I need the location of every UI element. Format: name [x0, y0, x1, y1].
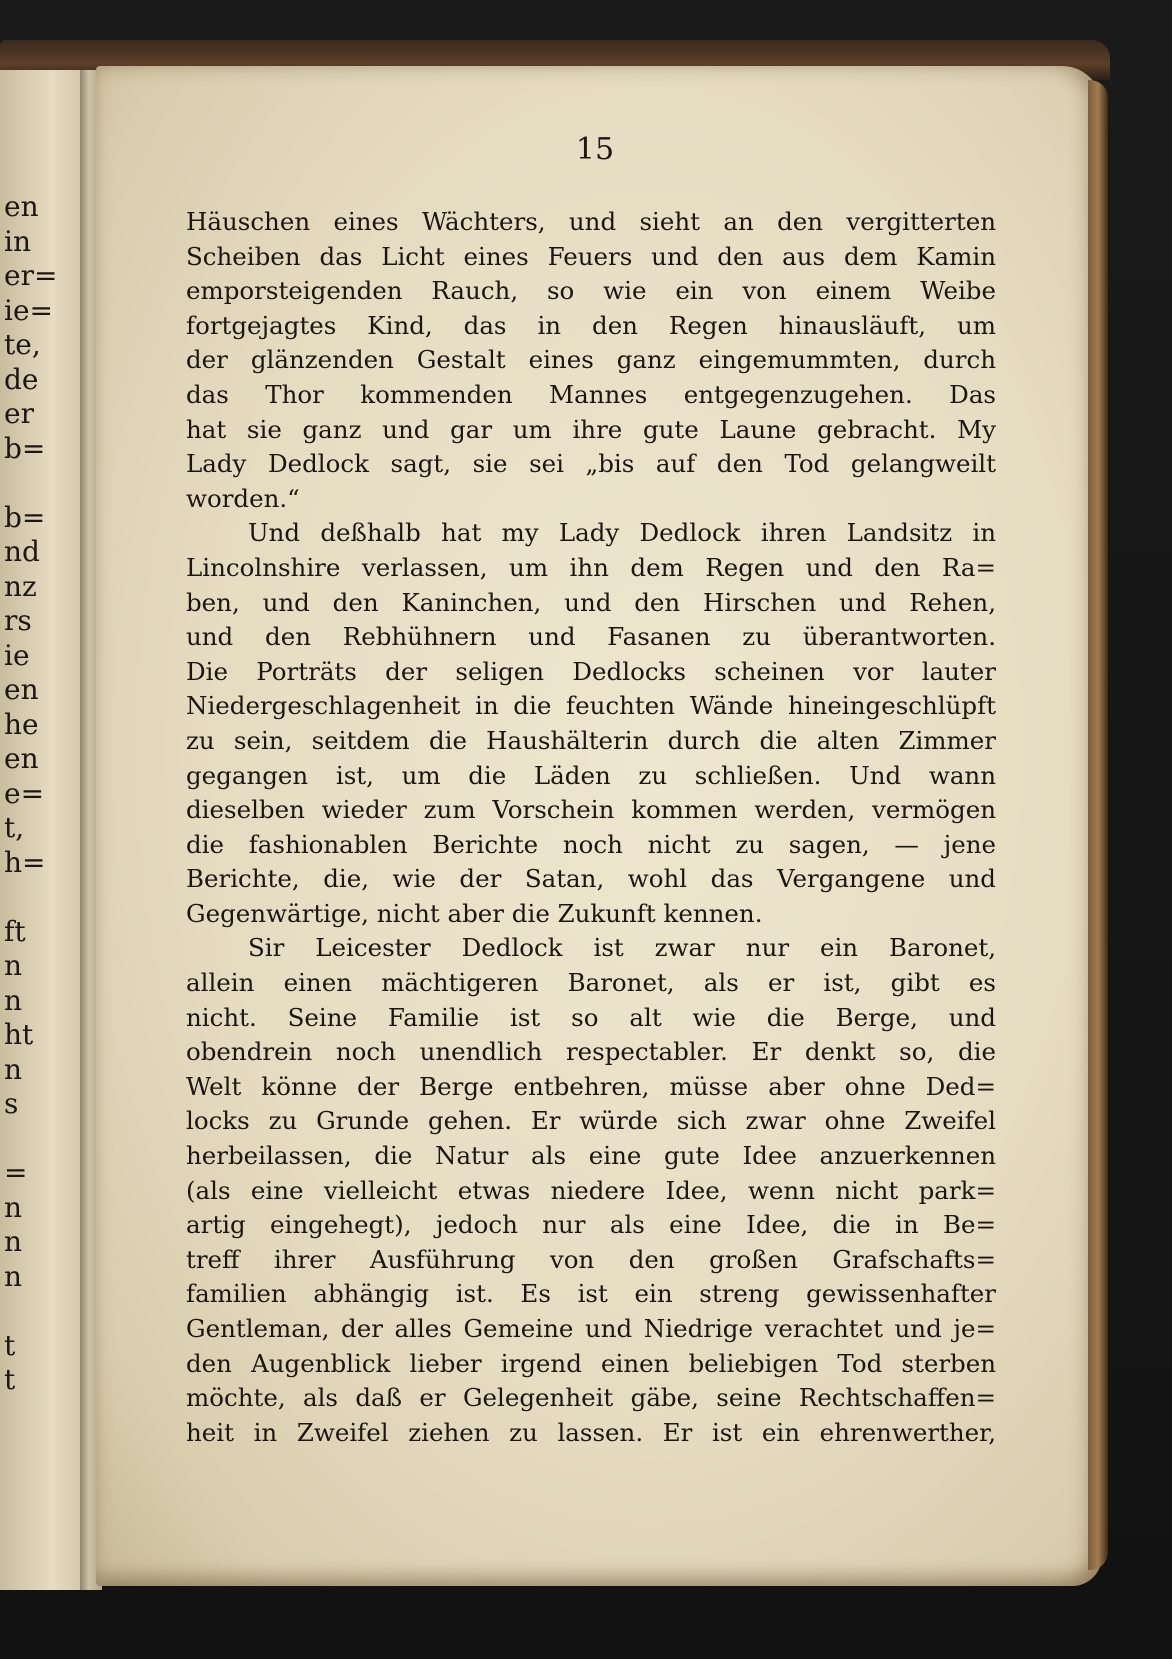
left-fragment: en [4, 673, 39, 706]
text-line: Gegenwärtige, nicht aber die Zukunft kennen. [186, 898, 763, 928]
left-fragment: ie [4, 638, 30, 672]
left-fragment: te, [4, 328, 41, 361]
text-line: Lincolnshire verlassen, um ihn dem Regen und den Ra= [186, 552, 996, 582]
text-line: dieselben wieder zum Vorschein kommen werden, vermögen [186, 795, 996, 825]
left-fragment: nd [4, 535, 40, 568]
text-line: treff ihrer Ausführung von den großen Grafschafts= [186, 1244, 996, 1274]
text-line: Niedergeschlagenheit in die feuchten Wände hineingeschlüpft [186, 691, 996, 721]
left-fragment: er [4, 397, 34, 430]
left-fragment: t, [4, 811, 25, 844]
left-fragment: e= [4, 776, 45, 810]
page-number: 15 [575, 132, 615, 167]
left-fragment: en [4, 742, 39, 775]
text-line: die fashionablen Berichte noch nicht zu sagen, — jene [186, 829, 996, 859]
left-fragment: ft [4, 914, 26, 948]
text-line: Scheiben das Licht eines Feuers und den aus dem Kamin [186, 241, 996, 271]
text-line: worden.“ [186, 483, 300, 513]
left-fragment: n [4, 1225, 23, 1258]
left-fragment: in [4, 224, 31, 258]
text-line: der glänzenden Gestalt eines ganz eingemummten, durch [186, 345, 996, 375]
text-line: Sir Leicester Dedlock ist zwar nur ein Baronet, [248, 933, 996, 963]
text-line: hat sie ganz und gar um ihre gute Laune gebracht. My [186, 414, 996, 444]
text-line: heit in Zweifel ziehen zu lassen. Er ist ein ehrenwerther, [186, 1417, 996, 1447]
text-line: herbeilassen, die Natur als eine gute Idee anzuerkennen [186, 1141, 996, 1171]
body-text [186, 205, 996, 1450]
text-line: locks zu Grunde gehen. Er würde sich zwar ohne Zweifel [186, 1106, 996, 1136]
left-fragment: er= [4, 259, 58, 292]
left-fragment: = [4, 1156, 28, 1189]
left-fragment: en [4, 190, 39, 223]
page-edge [1088, 80, 1108, 1570]
text-line: möchte, als daß er Gelegenheit gäbe, seine Rechtschaffen= [186, 1383, 996, 1413]
text-line: Häuschen eines Wächters, und sieht an den vergitterten [186, 207, 996, 236]
text-line: Berichte, die, wie der Satan, wohl das Vergangene und [186, 864, 996, 894]
left-fragment: n [4, 983, 23, 1017]
text-line: obendrein noch unendlich respectabler. Er denkt so, die [186, 1037, 996, 1067]
left-fragment: ie= [4, 293, 53, 327]
left-fragment: s [4, 1087, 19, 1120]
left-fragment: he [4, 707, 39, 741]
text-line: zu sein, seitdem die Haushälterin durch die alten Zimmer [186, 725, 996, 755]
text-line: familien abhängig ist. Es ist ein streng gewissenhafter [186, 1279, 996, 1309]
text-line: artig eingehegt), jedoch nur als eine Idee, die in Be= [186, 1210, 996, 1240]
text-line: gegangen ist, um die Läden zu schließen. Und wann [186, 760, 996, 790]
left-fragment: h= [4, 845, 46, 879]
left-fragment: t [4, 1363, 16, 1396]
text-line: (als eine vielleicht etwas niedere Idee, wenn nicht park= [186, 1175, 996, 1205]
left-fragment [4, 466, 57, 501]
text-line: Die Porträts der seligen Dedlocks scheinen vor lauter [186, 656, 996, 686]
left-fragment: b= [4, 500, 46, 534]
left-fragment [4, 1122, 57, 1157]
left-fragment [4, 880, 57, 915]
left-fragment: t [4, 1328, 16, 1362]
left-fragment: n [4, 949, 23, 982]
text-line: und den Rebhühnern und Fasanen zu überantworten. [186, 622, 996, 652]
left-fragment: n [4, 1052, 23, 1086]
left-fragment: rs [4, 604, 32, 637]
text-line: Gentleman, der alles Gemeine und Niedrige verachtet und je= [186, 1314, 996, 1343]
left-fragment: n [4, 1190, 23, 1224]
left-page-text [4, 190, 57, 1398]
left-fragment: n [4, 1259, 23, 1293]
text-line: den Augenblick lieber irgend einen beliebigen Tod sterben [186, 1348, 996, 1378]
text-line: Und deßhalb hat my Lady Dedlock ihren Landsitz in [248, 518, 996, 548]
text-line: fortgejagtes Kind, das in den Regen hinausläuft, um [186, 310, 996, 340]
text-line: emporsteigenden Rauch, so wie ein von einem Weibe [186, 276, 996, 306]
text-line: Lady Dedlock sagt, sie sei „bis auf den Tod gelangweilt [186, 449, 996, 479]
left-fragment: nz [4, 569, 37, 603]
text-line: allein einen mächtigeren Baronet, als er ist, gibt es [186, 968, 996, 998]
left-fragment: de [4, 362, 39, 396]
text-line: nicht. Seine Familie ist so alt wie die Berge, und [186, 1002, 996, 1032]
left-fragment: b= [4, 431, 46, 465]
text-line: Welt könne der Berge entbehren, müsse aber ohne Ded= [186, 1071, 996, 1101]
left-fragment: ht [4, 1018, 34, 1051]
text-line: das Thor kommenden Mannes entgegenzugehen. Das [186, 379, 996, 409]
left-fragment [4, 1294, 57, 1329]
left-page [0, 70, 88, 1590]
text-line: ben, und den Kaninchen, und den Hirschen und Rehen, [186, 587, 996, 617]
